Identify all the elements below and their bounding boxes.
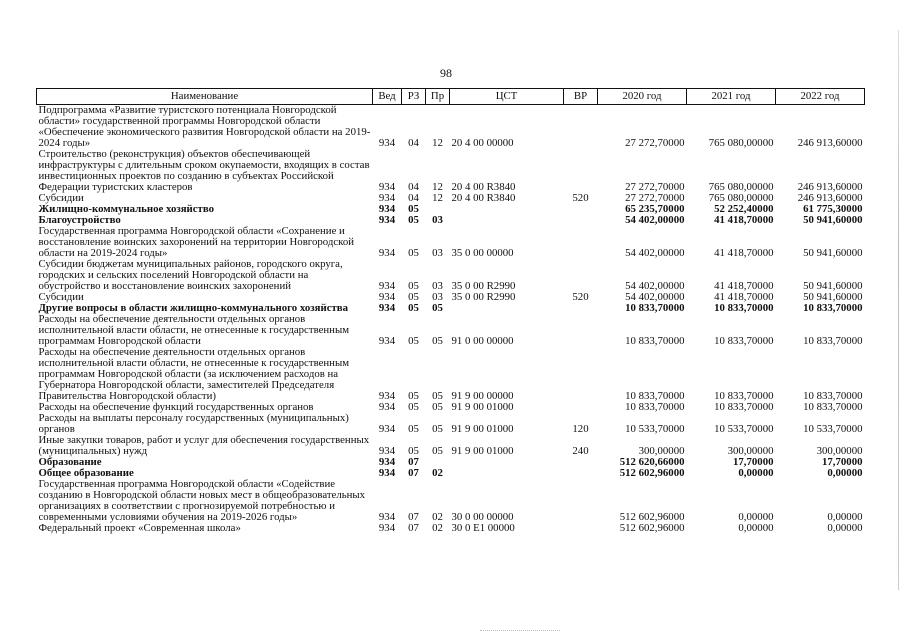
cell-cst — [450, 215, 564, 226]
cell-cst: 35 0 00 00000 — [451, 247, 514, 259]
cell-cst: 20 4 00 00000 — [451, 137, 514, 149]
cell-2020: 10 833,70000 — [625, 390, 685, 402]
cell-name: Государственная программа Новгородской области «Содействие созданию в Новгородской области новых мест в общеобразовательных организациях в соответствии с прогнозируемой потребностью и современными условиями обучения на 2019-2026 годы» — [38, 478, 366, 523]
cell-2022: 10 833,70000 — [803, 335, 863, 347]
cell-ved: 934 — [378, 467, 396, 479]
cell-cst: 20 4 00 R3840 — [451, 181, 516, 193]
cell-2020: 27 272,70000 — [625, 192, 685, 204]
cell-pr: 02 — [432, 511, 443, 523]
cell-pr: 03 — [432, 214, 443, 226]
cell-name: Другие вопросы в области жилищно-коммунального хозяйства — [38, 302, 349, 314]
cell-vr: 520 — [572, 291, 589, 303]
cell-cst: 30 0 E1 00000 — [451, 522, 515, 534]
cell-name: Расходы на обеспечение деятельности отдельных органов исполнительной власти области, не отнесенные к государственным программам Новгородской области (за исключением расходов на Губернатора Новгородской области, заместителей Председателя Правительства Новгородской области) — [38, 346, 350, 402]
cell-pr: 05 — [432, 302, 443, 314]
cell-rz: 05 — [408, 214, 419, 226]
table-row — [37, 226, 865, 259]
header-rz: РЗ — [402, 89, 426, 105]
cell-rz: 05 — [408, 302, 419, 314]
cell-rz: 05 — [408, 401, 419, 413]
cell-rz: 05 — [408, 423, 419, 435]
cell-ved: 934 — [378, 181, 396, 193]
cell-rz: 07 — [408, 467, 419, 479]
cell-rz: 05 — [408, 291, 419, 303]
cell-2021: 52 252,40000 — [714, 203, 774, 215]
cell-2021: 10 833,70000 — [714, 302, 774, 314]
cell-vr — [564, 259, 598, 292]
cell-pr: 12 — [432, 137, 443, 149]
cell-name: Субсидии — [38, 291, 84, 303]
cell-2020: 512 620,66000 — [619, 456, 685, 468]
cell-rz: 05 — [408, 335, 419, 347]
cell-2021: 765 080,00000 — [708, 137, 774, 149]
cell-2020: 10 833,70000 — [625, 335, 685, 347]
cell-2020: 300,00000 — [638, 445, 685, 457]
cell-2020: 10 833,70000 — [625, 401, 685, 413]
cell-2021: 41 418,70000 — [714, 280, 774, 292]
cell-rz: 04 — [408, 137, 419, 149]
cell-ved: 934 — [378, 522, 396, 534]
cell-vr — [564, 149, 598, 193]
cell-2020: 65 235,70000 — [625, 203, 685, 215]
table-row — [37, 149, 865, 193]
cell-2021: 10 833,70000 — [714, 335, 774, 347]
cell-rz: 05 — [408, 203, 419, 215]
cell-vr — [564, 468, 598, 479]
cell-2020: 512 602,96000 — [619, 522, 685, 534]
page-number: 98 — [440, 66, 452, 80]
cell-vr — [564, 347, 598, 402]
header-pr: Пр — [426, 89, 450, 105]
cell-2021: 10 833,70000 — [714, 390, 774, 402]
table-row — [37, 435, 865, 457]
cell-pr: 03 — [432, 247, 443, 259]
cell-cst — [450, 457, 564, 468]
cell-name: Благоустройство — [38, 214, 121, 226]
cell-vr — [564, 226, 598, 259]
cell-2021: 300,00000 — [727, 445, 774, 457]
cell-ved: 934 — [378, 423, 396, 435]
cell-rz: 07 — [408, 456, 419, 468]
cell-pr: 03 — [432, 291, 443, 303]
cell-2022: 61 775,30000 — [803, 203, 863, 215]
cell-name: Расходы на выплаты персоналу государственных (муниципальных) органов — [38, 412, 349, 435]
cell-ved: 934 — [378, 192, 396, 204]
cell-rz: 05 — [408, 390, 419, 402]
cell-2020: 27 272,70000 — [625, 181, 685, 193]
cell-cst: 30 0 00 00000 — [451, 511, 514, 523]
cell-name: Подпрограмма «Развитие туристского потенциала Новгородской области» государственной программы Новгородской области «Обеспечение экономического развития Новгородской области на 2019-2024 годы» — [38, 104, 371, 149]
cell-name: Расходы на обеспечение функций государственных органов — [38, 401, 314, 413]
table-row — [37, 413, 865, 435]
header-vr: ВР — [564, 89, 598, 105]
cell-rz: 07 — [408, 511, 419, 523]
cell-vr — [564, 303, 598, 314]
cell-2022: 50 941,60000 — [803, 247, 863, 259]
cell-ved: 934 — [378, 214, 396, 226]
cell-2022: 0,00000 — [827, 511, 863, 523]
cell-2021: 0,00000 — [738, 511, 774, 523]
cell-2022: 246 913,60000 — [797, 137, 863, 149]
cell-2021: 0,00000 — [738, 467, 774, 479]
cell-cst: 91 9 00 01000 — [451, 445, 514, 457]
cell-vr: 520 — [572, 192, 589, 204]
cell-2022: 0,00000 — [827, 522, 863, 534]
cell-vr — [564, 479, 598, 523]
cell-2020: 54 402,00000 — [625, 247, 685, 259]
cell-cst: 91 9 00 01000 — [451, 423, 514, 435]
cell-name: Федеральный проект «Современная школа» — [38, 522, 241, 534]
cell-vr — [564, 457, 598, 468]
scan-artifact — [480, 630, 560, 632]
cell-name: Субсидии — [38, 192, 84, 204]
header-cst: ЦСТ — [450, 89, 564, 105]
cell-2022: 17,70000 — [822, 456, 863, 468]
cell-vr — [564, 523, 598, 534]
cell-vr: 240 — [572, 445, 589, 457]
cell-2020: 512 602,96000 — [619, 467, 685, 479]
cell-ved: 934 — [378, 203, 396, 215]
cell-name: Субсидии бюджетам муниципальных районов, городского округа, городских и сельских поселений Новгородской области на обустройство и восстановление воинских захоронений — [38, 258, 343, 292]
table-row — [37, 347, 865, 402]
cell-ved: 934 — [378, 390, 396, 402]
cell-vr — [564, 314, 598, 347]
header-name: Наименование — [37, 89, 373, 105]
cell-2021: 10 533,70000 — [714, 423, 774, 435]
cell-name: Жилищно-коммунальное хозяйство — [38, 203, 215, 215]
header-ved: Вед — [373, 89, 402, 105]
table-row — [37, 259, 865, 292]
cell-rz: 04 — [408, 181, 419, 193]
cell-rz: 04 — [408, 192, 419, 204]
cell-2020: 54 402,00000 — [625, 280, 685, 292]
cell-cst: 20 4 00 R3840 — [451, 192, 516, 204]
cell-pr: 03 — [432, 280, 443, 292]
cell-2020: 54 402,00000 — [625, 214, 685, 226]
cell-name: Образование — [38, 456, 102, 468]
cell-rz: 05 — [408, 247, 419, 259]
cell-cst — [450, 468, 564, 479]
cell-2022: 50 941,60000 — [803, 280, 863, 292]
cell-2022: 0,00000 — [827, 467, 863, 479]
cell-2020: 512 602,96000 — [619, 511, 685, 523]
cell-ved: 934 — [378, 456, 396, 468]
cell-cst: 91 9 00 01000 — [451, 401, 514, 413]
cell-2022: 10 833,70000 — [803, 302, 863, 314]
cell-2020: 10 833,70000 — [625, 302, 685, 314]
cell-vr — [564, 215, 598, 226]
cell-2021: 41 418,70000 — [714, 291, 774, 303]
cell-name: Государственная программа Новгородской области «Сохранение и восстановление воинских захоронений на территории Новгородской области на 2019-2024 годы» — [38, 225, 354, 259]
cell-pr: 05 — [432, 445, 443, 457]
cell-2022: 10 833,70000 — [803, 390, 863, 402]
cell-2021: 0,00000 — [738, 522, 774, 534]
cell-2022: 10 833,70000 — [803, 401, 863, 413]
cell-ved: 934 — [378, 445, 396, 457]
cell-2022: 50 941,60000 — [803, 214, 863, 226]
header-2020: 2020 год — [598, 89, 687, 105]
cell-2021: 41 418,70000 — [714, 214, 774, 226]
budget-table — [36, 88, 865, 534]
cell-pr: 05 — [432, 423, 443, 435]
cell-rz: 05 — [408, 445, 419, 457]
cell-pr: 12 — [432, 181, 443, 193]
table-row — [37, 479, 865, 523]
cell-vr — [564, 204, 598, 215]
cell-ved: 934 — [378, 511, 396, 523]
cell-2022: 300,00000 — [816, 445, 863, 457]
header-2022: 2022 год — [776, 89, 865, 105]
cell-cst: 91 9 00 00000 — [451, 390, 514, 402]
cell-2022: 246 913,60000 — [797, 181, 863, 193]
cell-ved: 934 — [378, 280, 396, 292]
cell-2022: 50 941,60000 — [803, 291, 863, 303]
cell-pr: 12 — [432, 192, 443, 204]
cell-2020: 10 533,70000 — [625, 423, 685, 435]
table-body — [37, 105, 865, 535]
cell-2021: 10 833,70000 — [714, 401, 774, 413]
cell-cst — [450, 204, 564, 215]
cell-2021: 41 418,70000 — [714, 247, 774, 259]
cell-pr: 02 — [432, 522, 443, 534]
table-row — [37, 105, 865, 150]
cell-cst: 35 0 00 R2990 — [451, 291, 516, 303]
cell-ved: 934 — [378, 302, 396, 314]
header-2021: 2021 год — [687, 89, 776, 105]
cell-ved: 934 — [378, 335, 396, 347]
scan-edge-line — [898, 30, 899, 590]
cell-pr: 05 — [432, 335, 443, 347]
cell-pr: 05 — [432, 401, 443, 413]
cell-vr — [564, 402, 598, 413]
table-row — [37, 314, 865, 347]
table-row — [37, 523, 865, 534]
cell-2020: 54 402,00000 — [625, 291, 685, 303]
cell-2021: 765 080,00000 — [708, 181, 774, 193]
cell-ved: 934 — [378, 137, 396, 149]
cell-2022: 246 913,60000 — [797, 192, 863, 204]
cell-pr: 02 — [432, 467, 443, 479]
cell-pr: 05 — [432, 390, 443, 402]
table-header-row — [37, 89, 865, 105]
cell-rz: 05 — [408, 280, 419, 292]
cell-name: Строительство (реконструкция) объектов обеспечивающей инфраструктуры с длительным сроком окупаемости, входящих в состав инвестиционных проектов по созданию в субъектах Российской Федерации туристских кластеров — [38, 148, 370, 193]
cell-name: Общее образование — [38, 467, 134, 479]
cell-cst — [450, 303, 564, 314]
cell-vr: 120 — [572, 423, 589, 435]
cell-cst: 91 0 00 00000 — [451, 335, 514, 347]
cell-2020: 27 272,70000 — [625, 137, 685, 149]
cell-2021: 17,70000 — [733, 456, 774, 468]
cell-ved: 934 — [378, 401, 396, 413]
cell-cst: 35 0 00 R2990 — [451, 280, 516, 292]
cell-2021: 765 080,00000 — [708, 192, 774, 204]
cell-2022: 10 533,70000 — [803, 423, 863, 435]
cell-ved: 934 — [378, 291, 396, 303]
cell-name: Расходы на обеспечение деятельности отдельных органов исполнительной власти области, не отнесенные к государственным программам Новгородской области — [38, 313, 350, 347]
cell-name: Иные закупки товаров, работ и услуг для обеспечения государственных (муниципальных) нужд — [38, 434, 370, 457]
cell-ved: 934 — [378, 247, 396, 259]
cell-rz: 07 — [408, 522, 419, 534]
cell-vr — [564, 105, 598, 150]
